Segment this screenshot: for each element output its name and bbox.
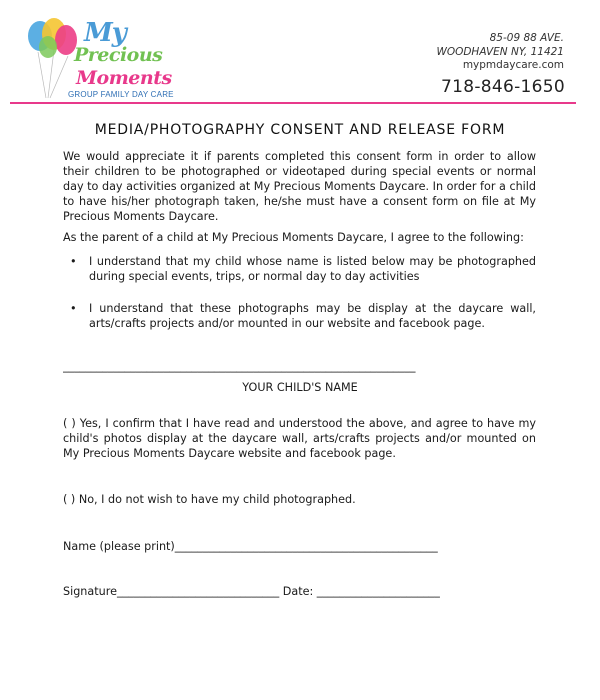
logo-word-my: My bbox=[84, 18, 126, 48]
intro-paragraph: We would appreciate it if parents completed this consent form in order to allow their children to be photographed or videotaped during special events or normal day to day activities organized at My Precious Moments Daycare. In order for a child to have his/her photograph taken, he/she must have a consent form on file at My Precious Moments Daycare. bbox=[63, 150, 536, 223]
consent-no-option[interactable]: ( ) No, I do not wish to have my child photographed. bbox=[63, 493, 356, 506]
agreement-list bbox=[63, 254, 536, 331]
logo-word-moments: Moments bbox=[76, 67, 172, 89]
child-name-label: YOUR CHILD'S NAME bbox=[242, 381, 358, 394]
phone-number: 718-846-1650 bbox=[440, 77, 565, 97]
list-item-text: I understand that my child whose name is listed below may be photographed during special events, trips, or normal day to day activities bbox=[89, 255, 536, 283]
print-name-field[interactable]: Name (please print)_______________________________________________ bbox=[63, 540, 438, 553]
bullet-icon: • bbox=[70, 302, 77, 315]
consent-yes-option[interactable]: ( ) Yes, I confirm that I have read and understood the above, and agree to have my child's photos display at the daycare wall, arts/crafts projects and/or mounted on My Precious Moments Daycare website and facebook page. bbox=[63, 417, 536, 460]
website-link[interactable]: mypmdaycare.com bbox=[462, 59, 564, 71]
agreement-lead: As the parent of a child at My Precious Moments Daycare, I agree to the following: bbox=[63, 231, 524, 244]
bullet-icon: • bbox=[70, 255, 77, 268]
form-title: MEDIA/PHOTOGRAPHY CONSENT AND RELEASE FORM bbox=[94, 122, 506, 138]
header-divider bbox=[10, 102, 576, 104]
list-item bbox=[63, 301, 536, 331]
list-item-text: I understand that these photographs may be display at the daycare wall, arts/crafts projects and/or mounted in our website and facebook page. bbox=[89, 302, 536, 330]
address-street: 85-09 88 AVE. bbox=[489, 32, 564, 44]
logo-word-precious: Precious bbox=[74, 44, 163, 66]
address-city: WOODHAVEN NY, 11421 bbox=[436, 45, 564, 58]
signature-date-field[interactable]: Signature_____________________________ Date: ______________________ bbox=[63, 585, 440, 598]
child-name-field[interactable]: _______________________________________________________________ bbox=[63, 360, 416, 373]
logo-tagline: GROUP FAMILY DAY CARE bbox=[68, 90, 174, 99]
address-block bbox=[436, 32, 564, 73]
daycare-logo bbox=[26, 12, 186, 100]
list-item bbox=[63, 254, 536, 284]
